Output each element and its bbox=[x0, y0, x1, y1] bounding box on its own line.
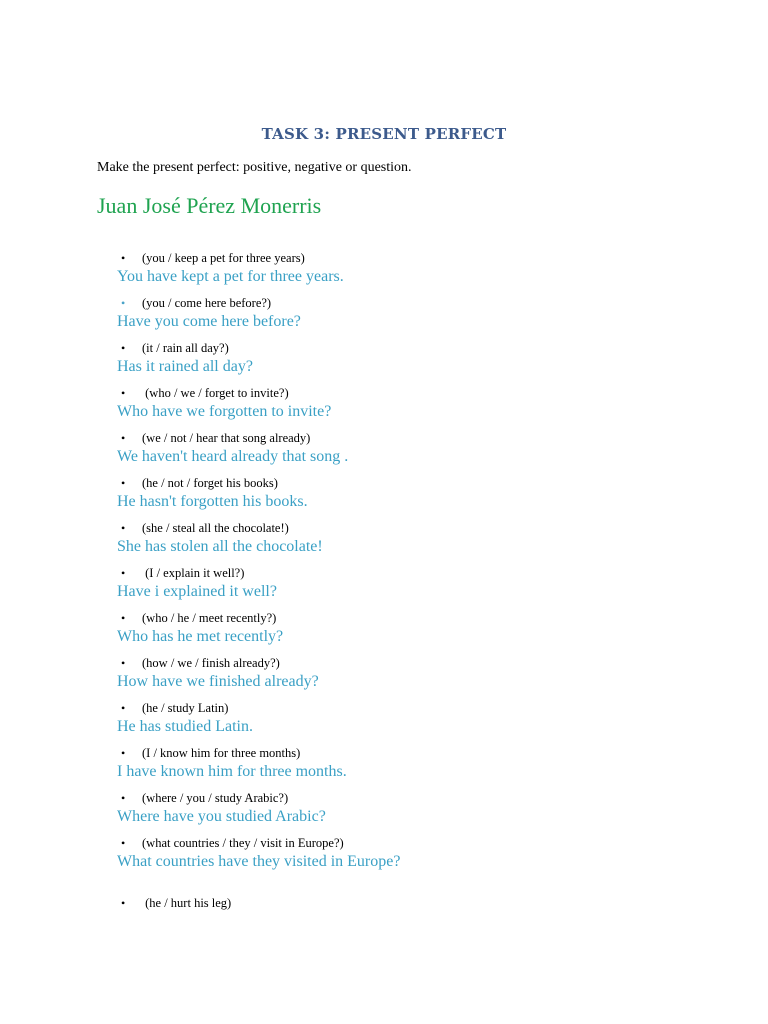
exercise-prompt bbox=[121, 431, 310, 446]
instruction-text: Make the present perfect: positive, negative or question. bbox=[97, 160, 412, 175]
prompt-text: (where / you / study Arabic?) bbox=[142, 791, 289, 805]
bullet-icon: • bbox=[121, 656, 126, 670]
exercise-answer: How have we finished already? bbox=[117, 673, 319, 690]
exercise-prompt bbox=[121, 836, 344, 851]
exercise-answer: She has stolen all the chocolate! bbox=[117, 538, 323, 555]
exercise-answer: Who has he met recently? bbox=[117, 628, 284, 645]
exercise-answer: Where have you studied Arabic? bbox=[117, 808, 326, 825]
exercise-prompt bbox=[121, 896, 231, 911]
exercise-prompt bbox=[121, 791, 288, 806]
bullet-icon: • bbox=[121, 476, 126, 490]
exercise-answer: Have you come here before? bbox=[117, 313, 301, 330]
exercise-answer: He has studied Latin. bbox=[117, 718, 253, 735]
bullet-icon: • bbox=[121, 251, 126, 265]
prompt-text: (what countries / they / visit in Europe?) bbox=[142, 836, 344, 850]
exercise-answer: He hasn't forgotten his books. bbox=[117, 493, 308, 510]
bullet-icon: • bbox=[121, 341, 126, 355]
prompt-text: (I / explain it well?) bbox=[142, 566, 245, 580]
prompt-text: (you / keep a pet for three years) bbox=[142, 251, 305, 265]
bullet-icon: • bbox=[121, 701, 126, 715]
prompt-text: (we / not / hear that song already) bbox=[142, 431, 311, 445]
exercise-answer: Who have we forgotten to invite? bbox=[117, 403, 332, 420]
page-title: TASK 3: PRESENT PERFECT bbox=[261, 125, 507, 143]
prompt-text: (who / we / forget to invite?) bbox=[142, 386, 289, 400]
bullet-icon: • bbox=[121, 836, 126, 850]
exercise-prompt bbox=[121, 386, 289, 401]
bullet-icon: • bbox=[121, 566, 126, 580]
exercise-prompt bbox=[121, 656, 280, 671]
bullet-icon: • bbox=[121, 896, 126, 910]
exercise-answer: You have kept a pet for three years. bbox=[117, 268, 344, 285]
exercise-prompt bbox=[121, 341, 229, 356]
bullet-icon: • bbox=[121, 521, 126, 535]
prompt-text: (he / study Latin) bbox=[142, 701, 229, 715]
exercise-answer: We haven't heard already that song . bbox=[117, 448, 349, 465]
exercise-prompt bbox=[121, 566, 244, 581]
exercise-answer: Has it rained all day? bbox=[117, 358, 253, 375]
bullet-icon: • bbox=[121, 386, 126, 400]
exercise-prompt bbox=[121, 476, 278, 491]
exercise-prompt bbox=[121, 746, 300, 761]
exercise-prompt bbox=[121, 296, 271, 311]
exercise-prompt bbox=[121, 521, 289, 536]
bullet-icon: • bbox=[121, 611, 126, 625]
bullet-icon: • bbox=[121, 431, 126, 445]
prompt-text: (it / rain all day?) bbox=[142, 341, 229, 355]
exercise-prompt bbox=[121, 701, 228, 716]
bullet-icon: • bbox=[121, 746, 126, 760]
prompt-text: (how / we / finish already?) bbox=[142, 656, 280, 670]
exercise-prompt bbox=[121, 251, 305, 266]
exercise-answer: Have i explained it well? bbox=[117, 583, 277, 600]
prompt-text: (you / come here before?) bbox=[142, 296, 272, 310]
prompt-text: (who / he / meet recently?) bbox=[142, 611, 277, 625]
bullet-icon: • bbox=[121, 296, 126, 310]
author-name: Juan José Pérez Monerris bbox=[97, 193, 322, 218]
prompt-text: (he / hurt his leg) bbox=[142, 896, 232, 910]
exercise-answer: What countries have they visited in Europe? bbox=[117, 853, 401, 870]
exercise-prompt bbox=[121, 611, 276, 626]
prompt-text: (he / not / forget his books) bbox=[142, 476, 278, 490]
prompt-text: (she / steal all the chocolate!) bbox=[142, 521, 289, 535]
exercise-answer: I have known him for three months. bbox=[117, 763, 347, 780]
prompt-text: (I / know him for three months) bbox=[142, 746, 301, 760]
bullet-icon: • bbox=[121, 791, 126, 805]
